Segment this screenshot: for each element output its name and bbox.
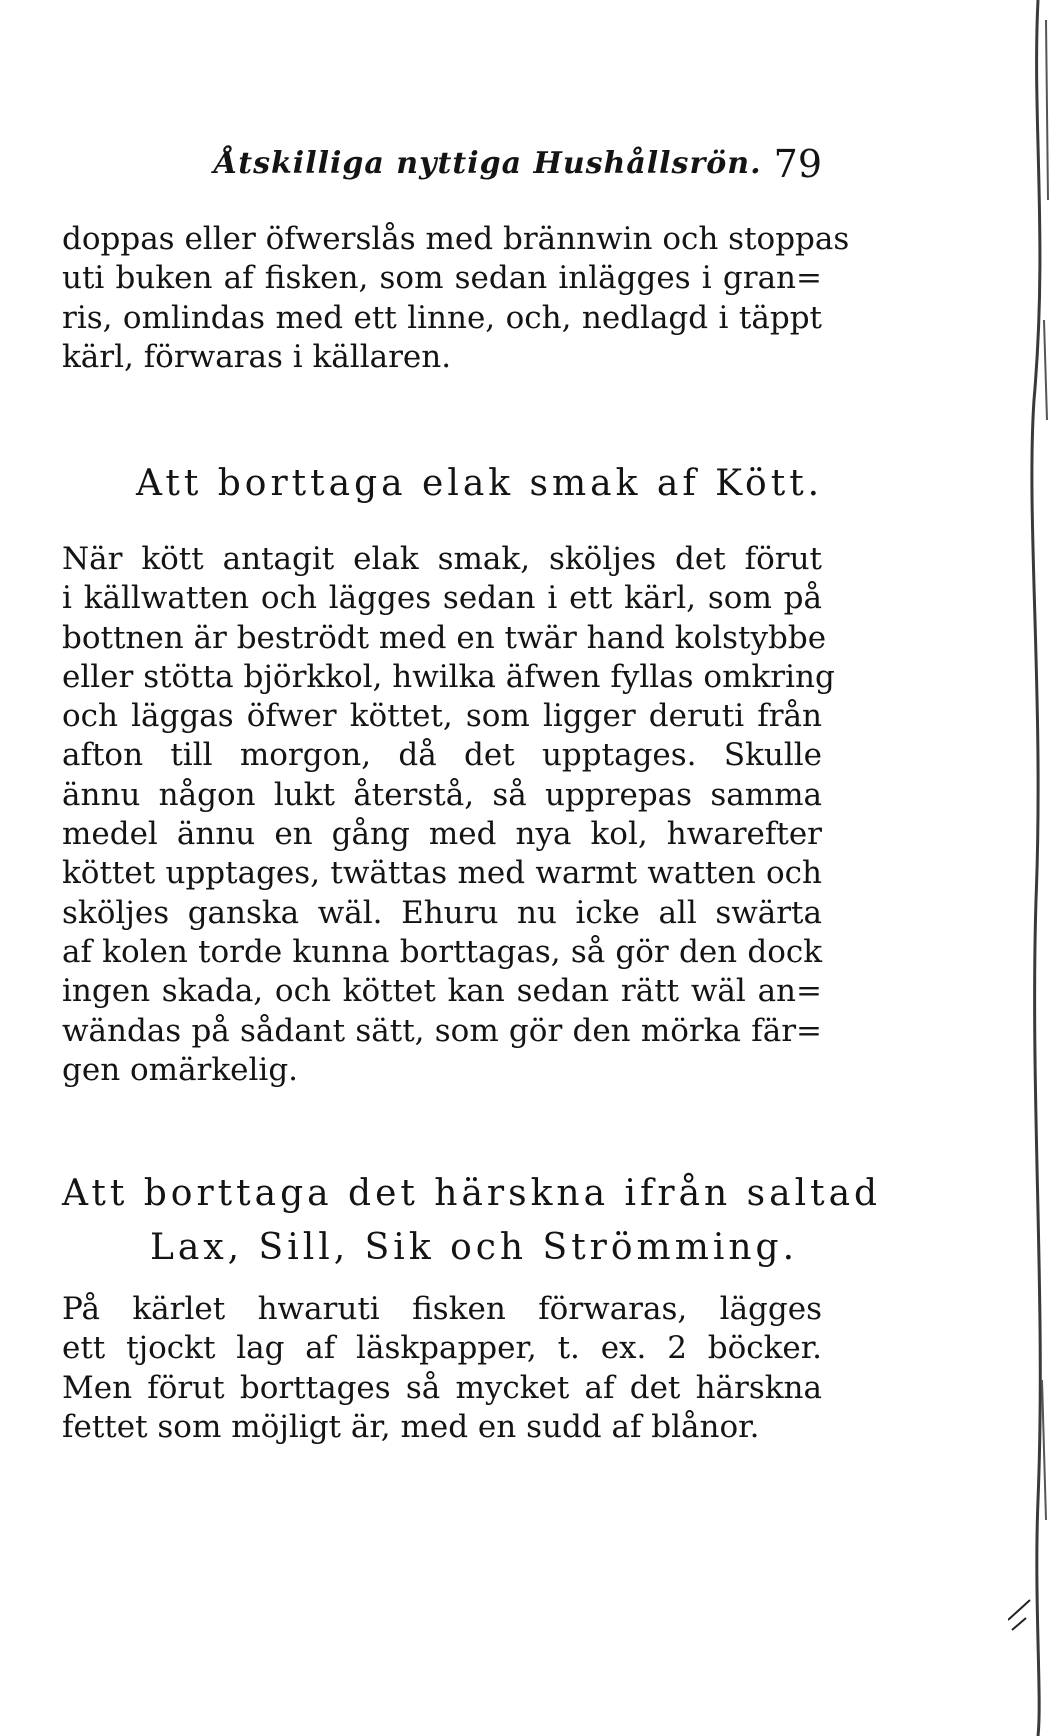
text-line: köttet upptages, twättas med warmt watten och [62, 855, 822, 892]
text-line: bottnen är beströdt med en twär hand kolstybbe [62, 619, 827, 656]
page-edge-shadow [1008, 0, 1052, 1736]
text-line: ingen skada, och köttet kan sedan rätt wäl an= [62, 973, 822, 1010]
text-line: fettet som möjligt är, med en sudd af blånor. [62, 1408, 760, 1445]
text-line: och läggas öfwer köttet, som ligger deruti från [62, 698, 822, 735]
text-line: afton till morgon, då det upptages. Skulle [62, 737, 822, 774]
section-heading-fisk-line-2: Lax, Sill, Sik och Strömming. [150, 1227, 799, 1268]
text-line: gen omärkelig. [62, 1051, 299, 1088]
text-line: i källwatten och lägges sedan i ett kärl, som på [62, 580, 822, 617]
text-line: af kolen torde kunna borttagas, så gör den dock [62, 933, 822, 970]
running-title: Åtskilliga nyttiga Hushållsrön. [214, 146, 762, 181]
text-line: wändas på sådant sätt, som gör den mörka fär= [62, 1012, 822, 1049]
running-head [62, 136, 822, 196]
section-heading-kott: Att borttaga elak smak af Kött. [136, 463, 824, 504]
paragraph-continuation [62, 220, 850, 377]
section-heading-fisk-line-1: Att borttaga det härskna ifrån saltad [62, 1173, 882, 1214]
text-line: eller stötta björkkol, hwilka äfwen fyllas omkring [62, 658, 835, 695]
page-number: 79 [773, 142, 822, 186]
text-line: doppas eller öfwerslås med brännwin och stoppas [62, 221, 850, 257]
text-line: ett tjockt lag af läskpapper, t. ex. 2 böcker. [62, 1330, 822, 1367]
text-line: sköljes ganska wäl. Ehuru nu icke all swärta [62, 894, 822, 931]
text-line: När kött antagit elak smak, sköljes det förut [62, 541, 822, 577]
text-line: ännu någon lukt återstå, så upprepas samma [62, 776, 822, 813]
paragraph-kott [62, 540, 835, 1090]
paragraph-fisk [62, 1290, 822, 1447]
text-line: medel ännu en gång med nya kol, hwarefter [62, 816, 822, 853]
text-line: På kärlet hwaruti fisken förwaras, lägges [62, 1291, 822, 1327]
text-line: uti buken af fisken, som sedan inlägges i gran= [62, 260, 822, 297]
text-line: ris, omlindas med ett linne, och, nedlagd i täppt [62, 299, 822, 336]
text-line: kärl, förwaras i källaren. [62, 338, 452, 375]
text-line: Men förut borttages så mycket af det härskna [62, 1369, 822, 1406]
